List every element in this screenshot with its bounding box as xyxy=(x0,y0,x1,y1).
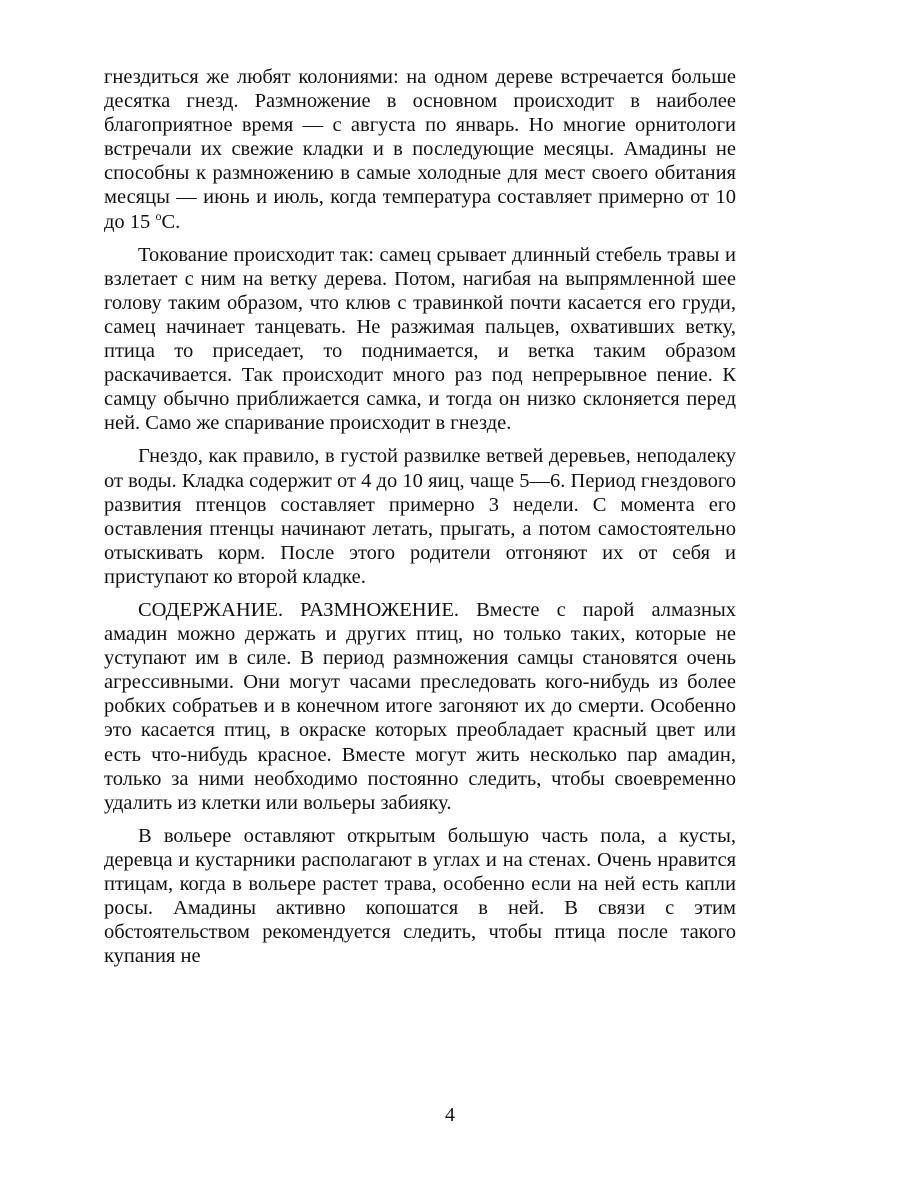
paragraph-text-end: С. xyxy=(161,210,181,233)
paragraph-courtship: Токование происходит так: самец срывает длинный стебель травы и взлетает с ним на ветку дерева. Потом, нагибая на выпрямленной шее голову таким образом, что клюв с травинкой почти касается его груди, самец начинает танцевать. Не разжимая пальцев, охвативших ветку, птица то приседает, то поднимается, и ветка таким образом раскачивается. Так происходит много раз под непрерывное пение. К самцу обычно приближается самка, и тогда он низко склоняется перед ней. Само же спаривание происходит в гнезде. xyxy=(104,243,736,435)
paragraph-keeping-breeding: СОДЕРЖАНИЕ. РАЗМНОЖЕНИЕ. Вместе с парой алмазных амадин можно держать и других птиц, но только таких, которые не уступают им в силе. В период размножения самцы становятся очень агрессивными. Они могут часами преследовать кого-нибудь из более робких собратьев и в конечном итоге загоняют их до смерти. Особенно это касается птиц, в окраске которых преобладает красный цвет или есть что-нибудь красное. Вместе могут жить несколько пар амадин, только за ними необходимо постоянно следить, чтобы своевременно удалить из клетки или вольеры забияку. xyxy=(104,598,736,814)
page-number: 4 xyxy=(445,1104,455,1126)
degree-symbol: о xyxy=(155,208,162,223)
paragraph-colonies-nesting xyxy=(104,65,736,234)
paragraph-aviary: В вольере оставляют открытым большую часть пола, а кусты, деревца и кустарники располагают в углах и на стенах. Очень нравится птицам, когда в вольере растет трава, особенно если на ней есть капли росы. Амадины активно копошатся в ней. В связи с этим обстоятельством рекомендуется следить, чтобы птица после такого купания не xyxy=(104,824,736,968)
paragraph-nest: Гнездо, как правило, в густой развилке ветвей деревьев, неподалеку от воды. Кладка содержит от 4 до 10 яиц, чаще 5—6. Период гнездового развития птенцов составляет примерно 3 недели. С момента его оставления птенцы начинают летать, прыгать, а потом самостоятельно отыскивать корм. После этого родители отгоняют их от себя и приступают ко второй кладке. xyxy=(104,445,736,588)
paragraph-text: гнездиться же любят колониями: на одном дереве встречается больше десятка гнезд. Размножение в основном происходит в наиболее благоприятное время — с августа по январь. Но многие орнитологи встречали их свежие кладки и в последующие месяцы. Амадины не способны к размножению в самые холодные для мест своего обитания месяцы — июнь и июль, когда температура составляет примерно от 10 до 15 xyxy=(104,66,736,233)
page-body xyxy=(104,65,736,977)
